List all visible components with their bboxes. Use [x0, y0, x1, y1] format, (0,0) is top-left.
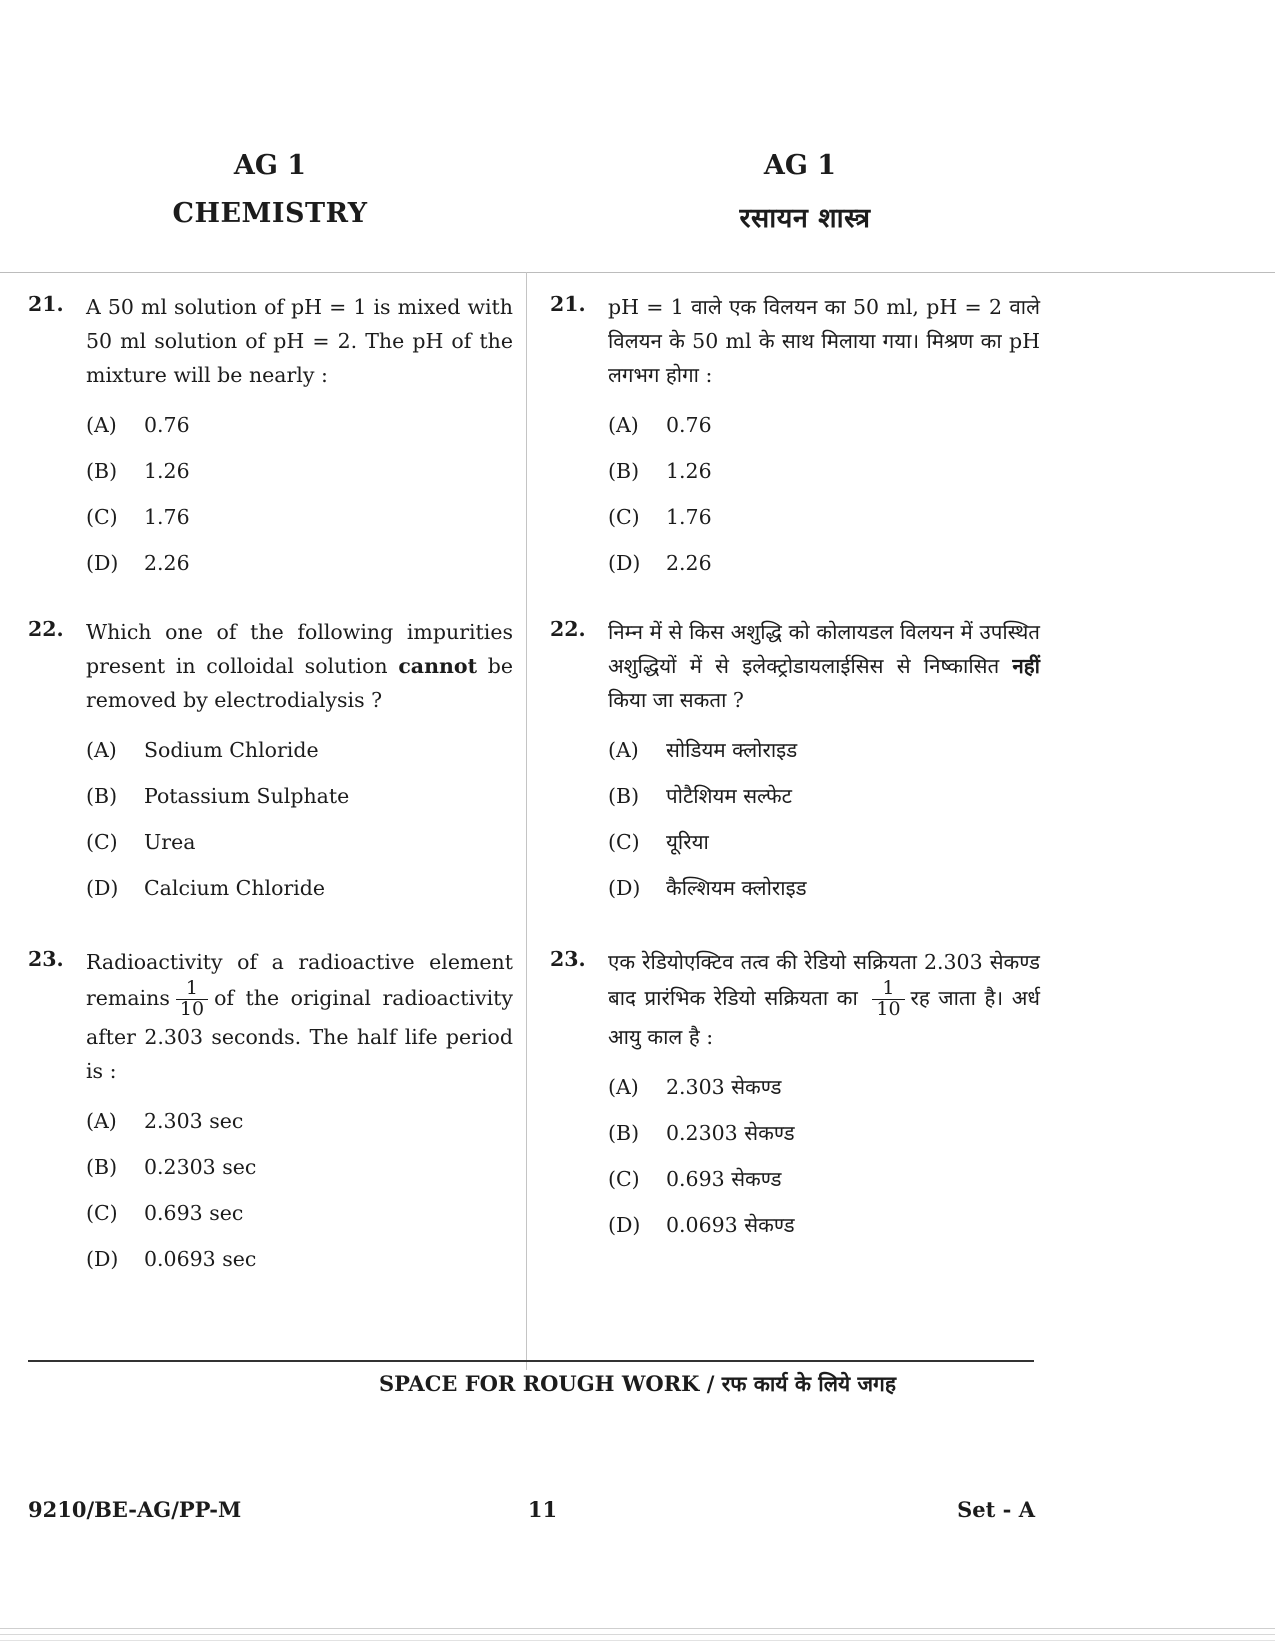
option-label: (D) — [86, 551, 119, 575]
question-text — [608, 615, 1040, 717]
option-a[interactable] — [608, 727, 1040, 773]
option-label: (C) — [608, 1166, 640, 1191]
option-c[interactable] — [608, 494, 1040, 540]
option-d[interactable] — [86, 865, 513, 911]
fraction-denominator: 10 — [176, 999, 208, 1020]
option-label: (A) — [86, 738, 117, 762]
question-number: 21. — [28, 292, 64, 316]
option-a[interactable] — [86, 402, 513, 448]
option-text: 2.303 sec — [144, 1108, 244, 1133]
option-b[interactable] — [608, 1110, 1040, 1156]
option-text: 1.76 — [144, 505, 190, 529]
question-number: 22. — [28, 617, 64, 641]
option-label: (B) — [86, 784, 118, 808]
option-c[interactable] — [86, 1190, 513, 1236]
option-label: (D) — [608, 876, 641, 900]
header-left-subject: CHEMISTRY — [172, 198, 368, 229]
option-text: 1.26 — [144, 459, 190, 483]
option-text: कैल्शियम क्लोराइड — [666, 876, 807, 900]
option-d[interactable] — [86, 540, 513, 586]
option-text: Potassium Sulphate — [144, 784, 350, 808]
question-text — [608, 945, 1040, 1054]
question-23-en — [28, 945, 513, 1282]
fraction-numerator: 1 — [882, 977, 895, 999]
header-right-subject: रसायन शास्त्र — [739, 203, 871, 234]
option-text: 0.693 सेकण्ड — [666, 1166, 782, 1191]
option-text: 2.26 — [666, 551, 712, 575]
option-text: 2.303 सेकण्ड — [666, 1074, 782, 1099]
scan-edge-line — [0, 1628, 1275, 1629]
fraction — [176, 979, 208, 1020]
option-c[interactable] — [86, 819, 513, 865]
header-left-code: AG 1 — [233, 150, 307, 181]
option-c[interactable] — [86, 494, 513, 540]
question-number: 23. — [550, 947, 586, 971]
question-21-en — [28, 290, 513, 615]
question-number: 22. — [550, 617, 586, 641]
option-b[interactable] — [86, 448, 513, 494]
question-text-part: रह जाता है। अर्ध आयु काल है : — [608, 985, 1040, 1049]
hindi-column — [550, 290, 1040, 1248]
option-label: (D) — [608, 551, 641, 575]
option-d[interactable] — [608, 865, 1040, 911]
option-label: (C) — [608, 505, 640, 529]
option-b[interactable] — [86, 773, 513, 819]
scan-edge-line — [0, 1640, 1275, 1641]
option-b[interactable] — [86, 1144, 513, 1190]
question-text-part: Which one of the following impurities present in colloidal solution — [86, 620, 513, 678]
option-text: 0.0693 sec — [144, 1246, 257, 1271]
option-label: (A) — [608, 413, 639, 437]
options-list — [86, 1098, 513, 1282]
question-21-hi — [550, 290, 1040, 615]
option-label: (C) — [608, 830, 640, 854]
option-label: (A) — [86, 1108, 117, 1133]
option-label: (D) — [86, 1246, 119, 1271]
option-text: 0.76 — [666, 413, 712, 437]
options-list — [608, 1064, 1040, 1248]
option-label: (B) — [608, 784, 640, 808]
option-text: पोटैशियम सल्फेट — [666, 784, 792, 808]
option-text: 0.0693 सेकण्ड — [666, 1212, 795, 1237]
fraction-denominator: 10 — [872, 999, 904, 1020]
question-text — [86, 615, 513, 717]
question-text-part: किया जा सकता ? — [608, 688, 744, 712]
option-label: (B) — [608, 459, 640, 483]
question-22-hi — [550, 615, 1040, 945]
header-right-code: AG 1 — [763, 150, 837, 181]
option-c[interactable] — [608, 819, 1040, 865]
question-text: A 50 ml solution of pH = 1 is mixed with 50 ml solution of pH = 2. The pH of the mixture will be nearly : — [86, 295, 513, 387]
option-text: 1.76 — [666, 505, 712, 529]
option-label: (B) — [86, 459, 118, 483]
question-text: pH = 1 वाले एक विलयन का 50 ml, pH = 2 वाले विलयन के 50 ml के साथ मिलाया गया। मिश्रण का pH लगभग होगा : — [608, 295, 1040, 387]
english-column — [28, 290, 513, 1282]
paper-code: 9210/BE-AG/PP-M — [28, 1497, 242, 1522]
option-a[interactable] — [608, 402, 1040, 448]
options-list — [86, 402, 513, 586]
fraction-numerator: 1 — [185, 977, 199, 999]
set-label: Set - A — [957, 1497, 1035, 1522]
option-text: सोडियम क्लोराइड — [666, 738, 798, 762]
question-23-hi — [550, 945, 1040, 1248]
question-number: 21. — [550, 292, 586, 316]
options-list — [608, 402, 1040, 586]
option-a[interactable] — [86, 1098, 513, 1144]
option-text: 0.2303 sec — [144, 1154, 257, 1179]
column-divider — [526, 272, 527, 1370]
fraction — [872, 979, 904, 1020]
emphasis-word: cannot — [398, 654, 478, 678]
option-text: 0.76 — [144, 413, 190, 437]
option-b[interactable] — [608, 773, 1040, 819]
scan-edge-line — [0, 1634, 1275, 1635]
page-number: 11 — [527, 1497, 558, 1522]
question-text-part: एक रेडियोएक्टिव तत्व की रेडियो सक्रियता 2.303 सेकण्ड बाद प्रारंभिक रेडियो सक्रियता का — [608, 950, 1040, 1010]
header-divider — [0, 272, 1275, 273]
rough-work-divider — [28, 1360, 1034, 1362]
option-a[interactable] — [86, 727, 513, 773]
options-list — [608, 727, 1040, 911]
option-label: (D) — [86, 876, 119, 900]
option-d[interactable] — [86, 1236, 513, 1282]
option-label: (A) — [608, 738, 639, 762]
question-text-part: निम्न में से किस अशुद्धि को कोलायडल विलयन में उपस्थित अशुद्धियों में से इलेक्ट्रोडायलाईसिस से निष्कासित — [608, 620, 1040, 678]
question-text-part: Radioactivity of a radioactive element remains — [86, 950, 513, 1010]
option-label: (C) — [86, 1200, 118, 1225]
question-text-part: of the original radioactivity after 2.303 seconds. The half life period is : — [86, 985, 513, 1083]
option-b[interactable] — [608, 448, 1040, 494]
question-text-part: be removed by electrodialysis ? — [86, 654, 513, 712]
option-d[interactable] — [608, 1202, 1040, 1248]
options-list — [86, 727, 513, 911]
option-text: 0.2303 सेकण्ड — [666, 1120, 795, 1145]
option-text: Urea — [144, 830, 196, 854]
option-label: (D) — [608, 1212, 641, 1237]
option-label: (B) — [86, 1154, 118, 1179]
rough-work-label: SPACE FOR ROUGH WORK / रफ कार्य के लिये जगह — [378, 1371, 897, 1396]
option-c[interactable] — [608, 1156, 1040, 1202]
option-label: (C) — [86, 830, 118, 854]
option-label: (C) — [86, 505, 118, 529]
option-text: यूरिया — [666, 830, 709, 854]
question-text — [86, 945, 513, 1088]
question-number: 23. — [28, 947, 64, 971]
option-text: 1.26 — [666, 459, 712, 483]
option-d[interactable] — [608, 540, 1040, 586]
emphasis-word: नहीं — [1012, 654, 1040, 678]
option-label: (A) — [608, 1074, 639, 1099]
option-label: (A) — [86, 413, 117, 437]
option-text: 0.693 sec — [144, 1200, 244, 1225]
option-text: Calcium Chloride — [144, 876, 326, 900]
question-22-en — [28, 615, 513, 945]
option-label: (B) — [608, 1120, 640, 1145]
option-a[interactable] — [608, 1064, 1040, 1110]
option-text: 2.26 — [144, 551, 190, 575]
option-text: Sodium Chloride — [144, 738, 319, 762]
